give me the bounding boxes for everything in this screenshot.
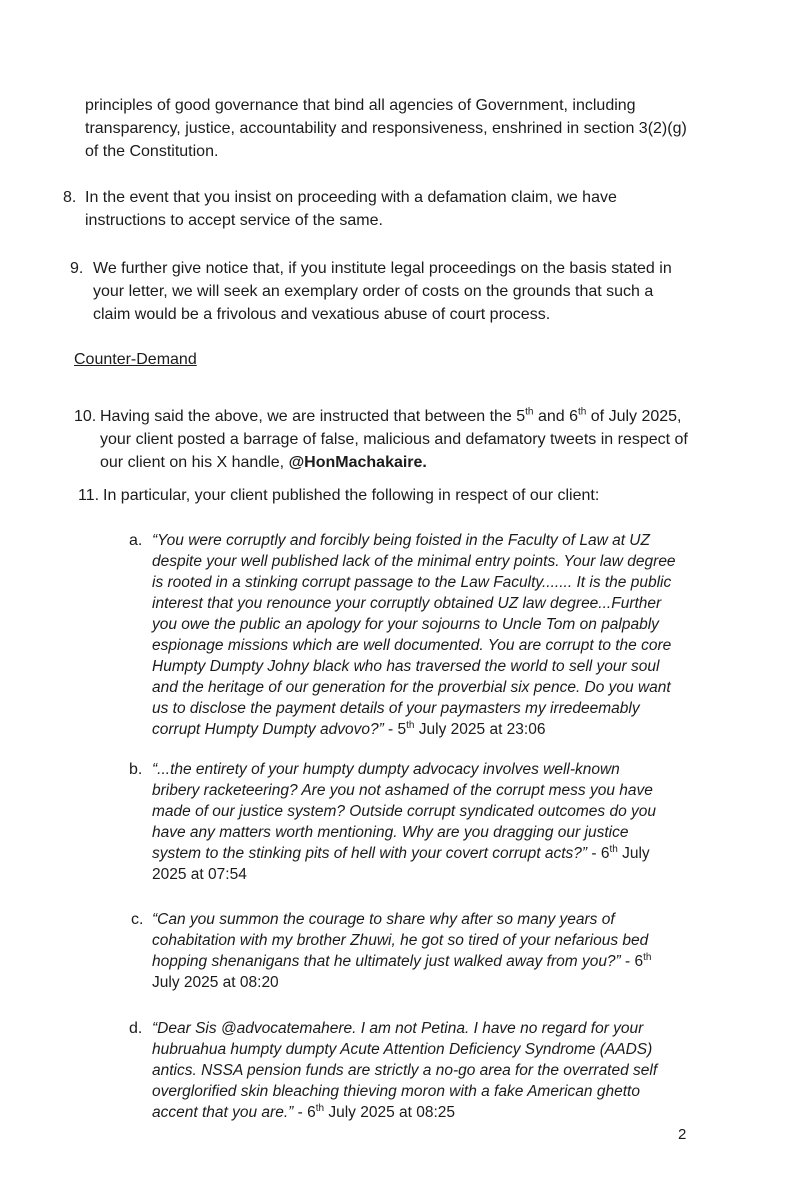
- intro-line: principles of good governance that bind all agencies of Government, including: [85, 97, 636, 114]
- quote-d-line: “Dear Sis @advocatemahere. I am not Petina. I have no regard for your: [152, 1020, 644, 1037]
- paragraph-9-line: your letter, we will seek an exemplary order of costs on the grounds that such a: [93, 283, 654, 300]
- quote-c-line: July 2025 at 08:20: [152, 974, 279, 991]
- paragraph-number: 9.: [70, 260, 84, 277]
- section-heading: Counter-Demand: [74, 351, 197, 368]
- quote-d-line: antics. NSSA pension funds are strictly a no-go area for the overrated self: [152, 1062, 658, 1079]
- quote-letter: c.: [131, 911, 144, 928]
- quote-letter: a.: [129, 532, 143, 549]
- paragraph-10-line: your client posted a barrage of false, malicious and defamatory tweets in respect of: [100, 431, 688, 448]
- paragraph-8-line: instructions to accept service of the same.: [85, 212, 383, 229]
- quote-letter: d.: [129, 1020, 143, 1037]
- paragraph-number: 11.: [78, 487, 100, 504]
- quote-a-line: “You were corruptly and forcibly being foisted in the Faculty of Law at UZ: [152, 532, 650, 549]
- quote-a-line: Humpty Dumpty Johny black who has traversed the world to sell your soul: [152, 658, 660, 675]
- quote-a-line: despite your well published lack of the minimal entry points. Your law degree: [152, 553, 676, 570]
- quote-a-line: us to disclose the payment details of your paymasters my irredeemably: [152, 700, 640, 717]
- quote-d-line: hubruahua humpty dumpty Acute Attention Deficiency Syndrome (AADS): [152, 1041, 653, 1058]
- paragraph-10-line: Having said the above, we are instructed that between the 5th and 6th of July 2025,: [100, 406, 682, 425]
- quote-d-line: overglorified skin bleaching thieving moron with a fake American ghetto: [152, 1083, 640, 1100]
- quote-b-line: “...the entirety of your humpty dumpty advocacy involves well-known: [152, 761, 620, 778]
- x-handle: @HonMachakaire.: [288, 454, 427, 471]
- quote-a-line: is rooted in a stinking corrupt passage to the Law Faculty....... It is the public: [152, 574, 672, 591]
- quote-a-line: espionage missions which are well documented. You are corrupt to the core: [152, 637, 672, 654]
- paragraph-10-line: our client on his X handle, @HonMachakaire.: [100, 454, 427, 471]
- paragraph-number: 8.: [63, 189, 77, 206]
- intro-line: transparency, justice, accountability and responsiveness, enshrined in section 3(2)(g): [85, 120, 687, 137]
- quote-c-line: cohabitation with my brother Zhuwi, he got so tired of your nefarious bed: [152, 932, 649, 949]
- quote-a-line: corrupt Humpty Dumpty advovo?” - 5th July 2025 at 23:06: [152, 719, 546, 738]
- paragraph-11-line: In particular, your client published the following in respect of our client:: [103, 487, 600, 504]
- quote-b-line: 2025 at 07:54: [152, 866, 247, 883]
- quote-c-line: hopping shenanigans that he ultimately just walked away from you?” - 6th: [152, 951, 652, 970]
- quote-a-line: you owe the public an apology for your sojourns to Uncle Tom on palpably: [152, 616, 659, 633]
- paragraph-8-line: In the event that you insist on proceeding with a defamation claim, we have: [85, 189, 617, 206]
- quote-c-line: “Can you summon the courage to share why after so many years of: [152, 911, 615, 928]
- paragraph-number: 10.: [74, 408, 97, 425]
- quote-letter: b.: [129, 761, 143, 778]
- quote-a-line: and the heritage of our generation for the proverbial six pence. Do you want: [152, 679, 671, 696]
- quote-a-line: interest that you renounce your corruptly obtained UZ law degree...Further: [152, 595, 662, 612]
- quote-b-line: bribery racketeering? Are you not ashamed of the corrupt mess you have: [152, 782, 653, 799]
- page-number: 2: [678, 1126, 687, 1143]
- quote-d-line: accent that you are.” - 6th July 2025 at 08:25: [152, 1102, 456, 1121]
- intro-line: of the Constitution.: [85, 143, 219, 160]
- paragraph-9-line: We further give notice that, if you institute legal proceedings on the basis stated in: [93, 260, 672, 277]
- quote-b-line: system to the stinking pits of hell with your covert corrupt acts?” - 6th July: [152, 843, 650, 862]
- paragraph-9-line: claim would be a frivolous and vexatious abuse of court process.: [93, 306, 551, 323]
- quote-b-line: made of our justice system? Outside corrupt syndicated outcomes do you: [152, 803, 656, 820]
- quote-b-line: have any matters worth mentioning. Why are you dragging our justice: [152, 824, 629, 841]
